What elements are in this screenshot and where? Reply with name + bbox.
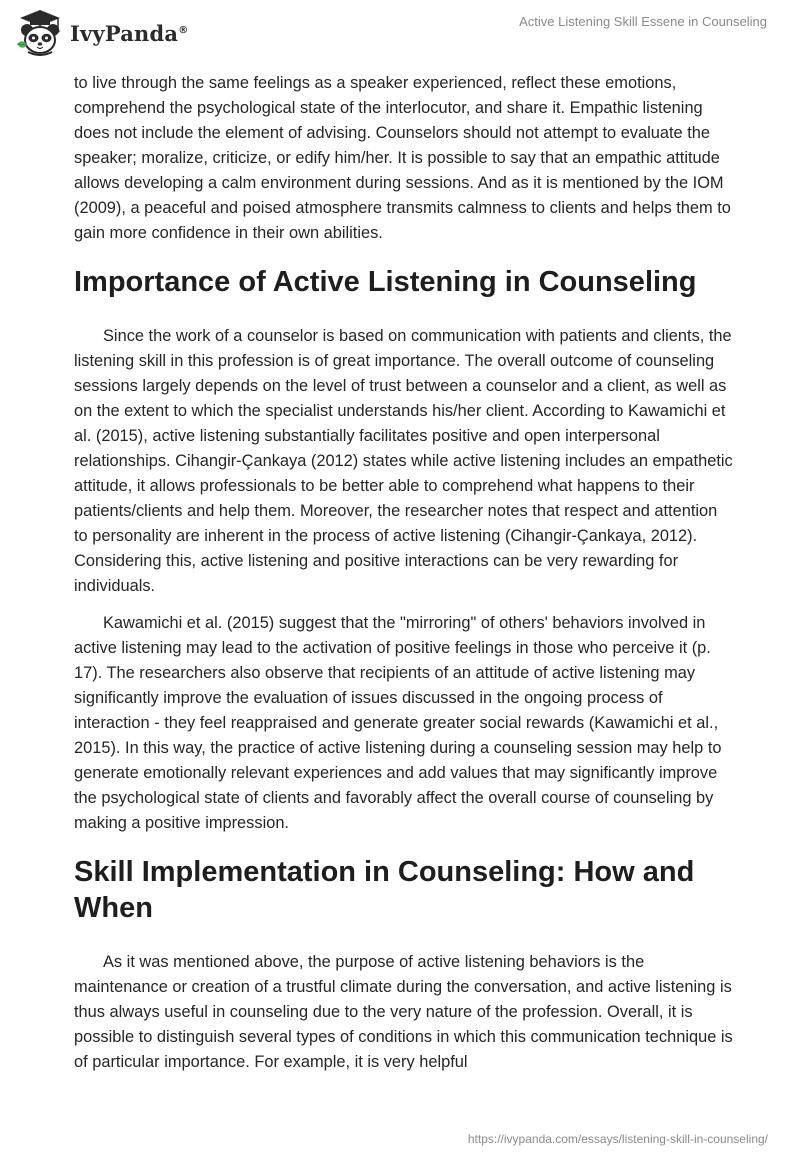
paragraph-implementation: As it was mentioned above, the purpose of active listening behaviors is the maintenance or creation of a trustful climate during the conversation, and active listening is thus always useful in counseling due to the very nature of the profession. Overall, it is possible to distinguish several types of conditions in which this communication technique is of particular importance. For example, it is very helpful — [74, 953, 733, 1071]
registered-mark: ® — [178, 24, 189, 36]
document-title: Active Listening Skill Essene in Counseling — [519, 14, 767, 29]
panda-mascot-icon — [14, 8, 66, 58]
article-body — [74, 71, 734, 1087]
paragraph-importance: Since the work of a counselor is based on communication with patients and clients, the listening skill in this profession is of great importance. The overall outcome of counseling sessions largely depends on the level of trust between a counselor and a client, as well as on the extent to which the specialist understands his/her client. According to Kawamichi et al. (2015), active listening substantially facilitates positive and open interpersonal relationships. Cihangir-Çankaya (2012) states while active listening includes an empathetic attitude, it allows professionals to be better able to comprehend what happens to their patients/clients and help them. Moreover, the researcher notes that respect and attention to personality are inherent in the process of active listening (Cihangir-Çankaya, 2012). Considering this, active listening and positive interactions can be very rewarding for individuals. — [74, 327, 733, 595]
heading-importance: Importance of Active Listening in Counseling — [74, 266, 697, 298]
paragraph-mirroring: Kawamichi et al. (2015) suggest that the "mirroring" of others' behaviors involved in active listening may lead to the activation of positive feelings in those who perceive it (p. 17). The researchers also observe that recipients of an attitude of active listening may significantly improve the evaluation of issues discussed in the ongoing process of interaction - they feel reappraised and generate greater social rewards (Kawamichi et al., 2015). In this way, the practice of active listening during a counseling session may help to generate emotionally relevant experiences and add values that may significantly improve the psychological state of clients and favorably affect the overall course of counseling by making a positive impression. — [74, 614, 722, 832]
brand-logo[interactable] — [14, 8, 188, 58]
paragraph-empathic-listening: to live through the same feelings as a speaker experienced, reflect these emotions, comprehend the psychological state of the interlocutor, and share it. Empathic listening does not include the element of advising. Counselors should not attempt to evaluate the speaker; moralize, criticize, or edify him/her. It is possible to say that an empathic attitude allows developing a calm environment during sessions. And as it is mentioned by the IOM (2009), a peaceful and poised atmosphere transmits calmness to clients and helps them to gain more confidence in their own abilities. — [74, 74, 731, 242]
brand-name: IvyPanda® — [70, 20, 189, 46]
page-header — [0, 0, 800, 70]
heading-skill-implementation: Skill Implementation in Counseling: How and When — [74, 856, 695, 924]
source-url-link[interactable]: https://ivypanda.com/essays/listening-skill-in-counseling/ — [467, 1132, 768, 1146]
